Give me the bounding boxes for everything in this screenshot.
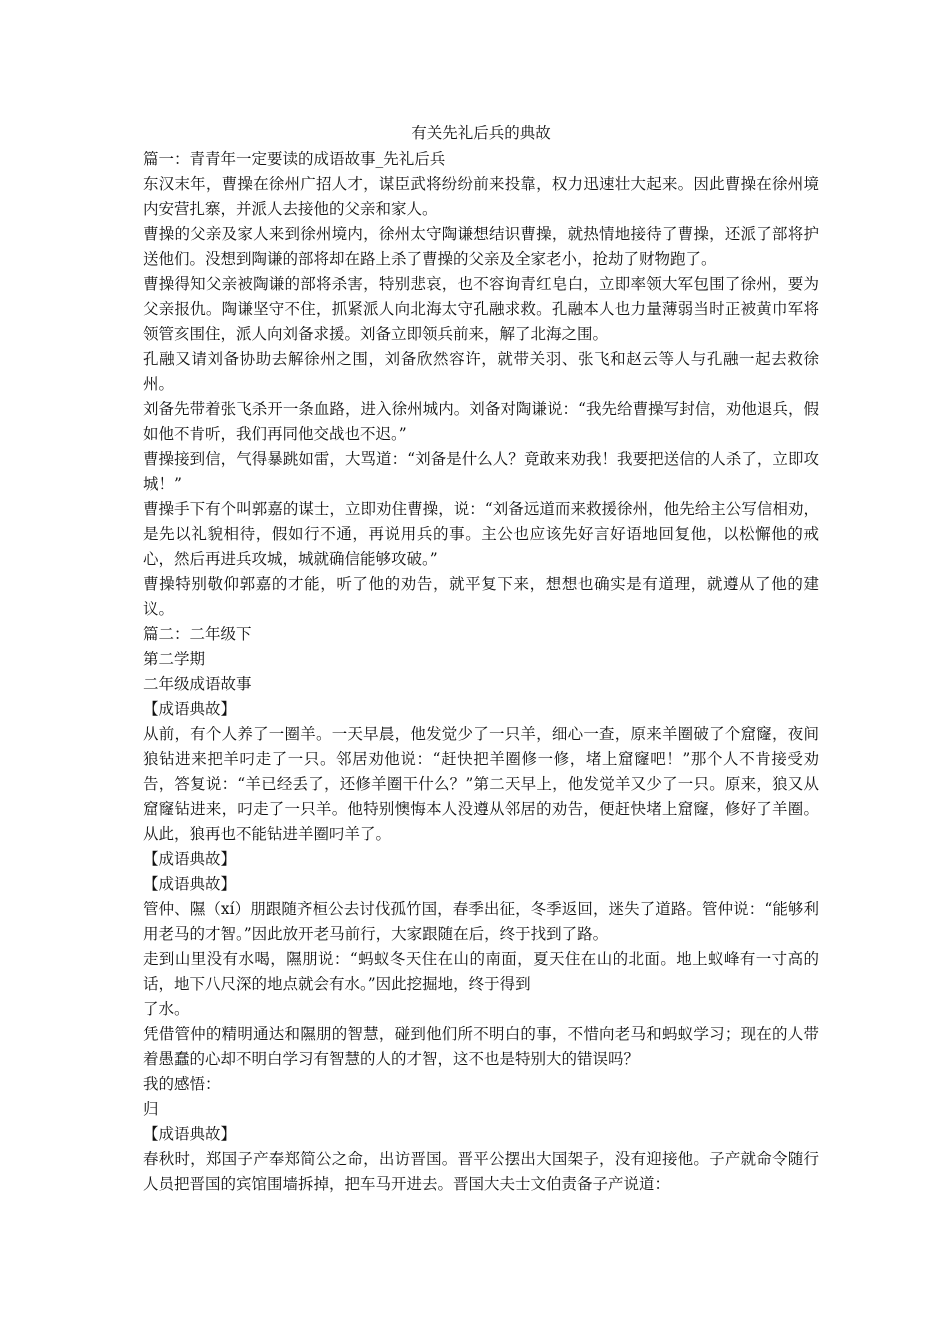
paragraph: 了水。 [143,1000,190,1018]
paragraph: 曹操手下有个叫郭嘉的谋士，立即劝住曹操，说：“刘备远道而来救援徐州，他先给主公写信相劝，是先以礼貌相待，假如行不通，再说用兵的事。主公也应该先好言好语地回复他，以松懈他的戒心，然后再进兵攻城，城就确信能够攻破。” [143,500,819,568]
paragraph: 凭借管仲的精明通达和隰朋的智慧，碰到他们所不明白的事，不惜向老马和蚂蚁学习；现在的人带着愚蠢的心却不明白学习有智慧的人的才智，这不也是特别大的错误吗？ [143,1025,819,1068]
paragraph: 归 [143,1100,159,1118]
paragraph: 二年级成语故事 [143,675,252,693]
section-label: 【成语典故】 [143,875,237,893]
section-label: 【成语典故】 [143,1125,237,1143]
paragraph: 第二学期 [143,650,206,668]
paragraph-heading-part-1: 篇一：青青年一定要读的成语故事_先礼后兵 [143,150,446,168]
paragraph: 管仲、隰（xí）朋跟随齐桓公去讨伐孤竹国，春季出征，冬季返回，迷失了道路。管仲说：“能够利用老马的才智。”因此放开老马前行，大家跟随在后，终于找到了路。 [143,900,819,943]
paragraph: 刘备先带着张飞杀开一条血路，进入徐州城内。刘备对陶谦说：“我先给曹操写封信，劝他退兵，假如他不肯听，我们再同他交战也不迟。” [143,400,819,443]
paragraph: 从前，有个人养了一圈羊。一天早晨，他发觉少了一只羊，细心一查，原来羊圈破了个窟窿，夜间狼钻进来把羊叼走了一只。邻居劝他说：“赶快把羊圈修一修，堵上窟窿吧！”那个人不肯接受劝告，答复说：“羊已经丢了，还修羊圈干什么？”第二天早上，他发觉羊又少了一只。原来，狼又从窟窿钻进来，叼走了一只羊。他特别懊悔本人没遵从邻居的劝告，便赶快堵上窟窿，修好了羊圈。从此，狼再也不能钻进羊圈叼羊了。 [143,725,819,843]
paragraph: 我的感悟： [143,1075,221,1093]
document-title: 有关先礼后兵的典故 [411,124,551,142]
document-page [143,121,819,1197]
section-label: 【成语典故】 [143,850,237,868]
paragraph: 春秋时，郑国子产奉郑简公之命，出访晋国。晋平公摆出大国架子，没有迎接他。子产就命令随行人员把晋国的宾馆围墙拆掉，把车马开进去。晋国大夫士文伯责备子产说道： [143,1150,819,1193]
paragraph: 曹操得知父亲被陶谦的部将杀害，特别悲哀，也不容询青红皂白，立即率领大军包围了徐州，要为父亲报仇。陶谦坚守不住，抓紧派人向北海太守孔融求救。孔融本人也力量薄弱当时正被黄巾军将领管亥围住，派人向刘备求援。刘备立即领兵前来，解了北海之围。 [143,275,819,343]
paragraph-heading-part-2: 篇二：二年级下 [143,625,252,643]
document-body [143,147,819,1197]
section-label: 【成语典故】 [143,700,237,718]
paragraph: 曹操接到信，气得暴跳如雷，大骂道：“刘备是什么人？竟敢来劝我！我要把送信的人杀了，立即攻城！” [143,450,819,493]
paragraph: 孔融又请刘备协助去解徐州之围，刘备欣然容许，就带关羽、张飞和赵云等人与孔融一起去救徐州。 [143,350,819,393]
paragraph: 曹操的父亲及家人来到徐州境内，徐州太守陶谦想结识曹操，就热情地接待了曹操，还派了部将护送他们。没想到陶谦的部将却在路上杀了曹操的父亲及全家老小，抢劫了财物跑了。 [143,225,819,268]
paragraph: 走到山里没有水喝，隰朋说：“蚂蚁冬天住在山的南面，夏天住在山的北面。地上蚁峰有一寸高的话，地下八尺深的地点就会有水。”因此挖掘地，终于得到 [143,950,819,993]
paragraph: 东汉末年，曹操在徐州广招人才，谋臣武将纷纷前来投靠，权力迅速壮大起来。因此曹操在徐州境内安营扎寨，并派人去接他的父亲和家人。 [143,175,819,218]
paragraph: 曹操特别敬仰郭嘉的才能，听了他的劝告，就平复下来，想想也确实是有道理，就遵从了他的建议。 [143,575,819,618]
